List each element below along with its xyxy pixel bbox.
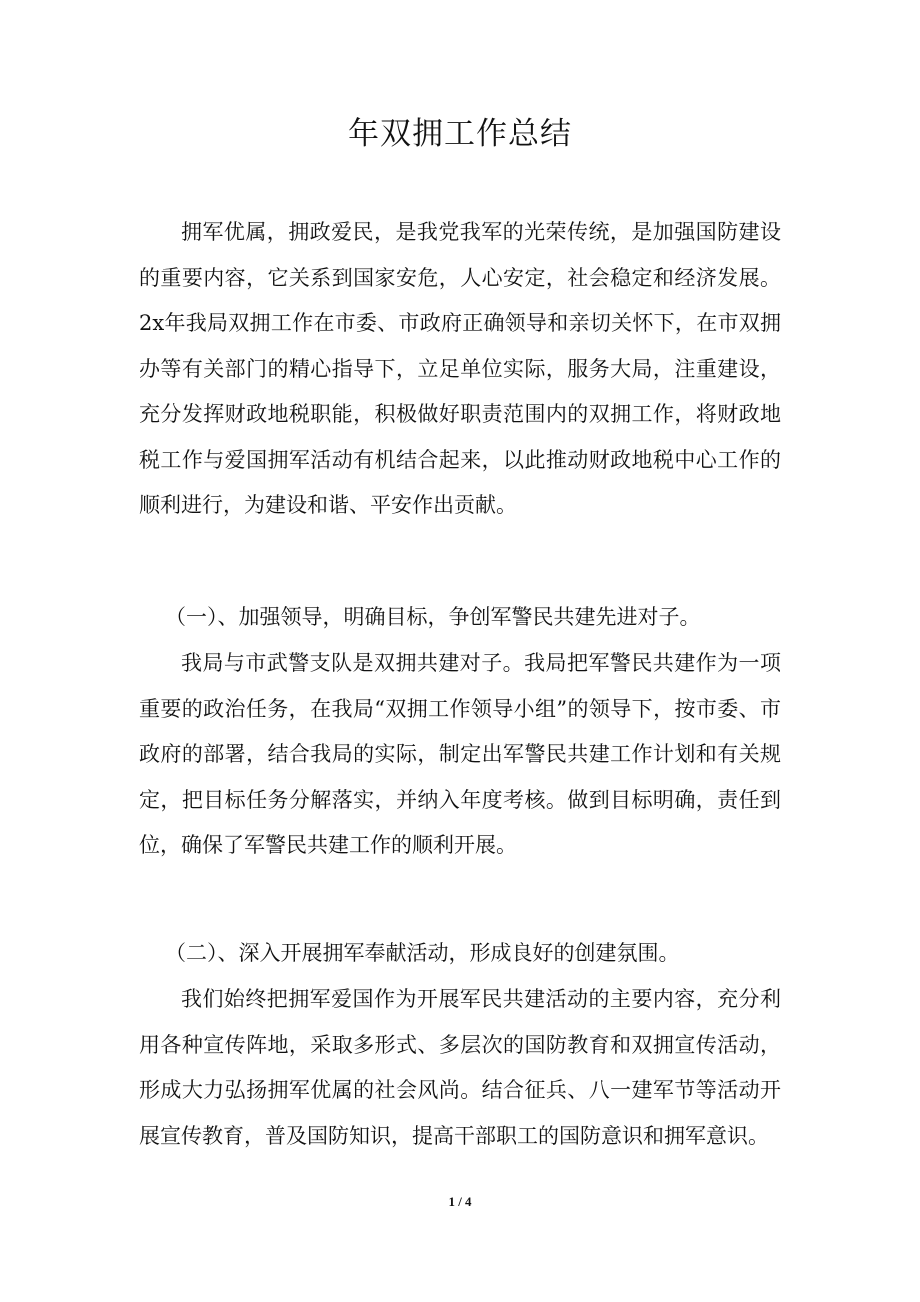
document-title: 年双拥工作总结 xyxy=(348,116,572,152)
page-number: 1 / 4 xyxy=(448,1194,472,1209)
intro-paragraph: 拥军优属，拥政爱民，是我党我军的光荣传统，是加强国防建设的重要内容，它关系到国家安危，人心安定，社会稳定和经济发展。2x年我局双拥工作在市委、市政府正确领导和亲切关怀下，在市双拥办等有关部门的精心指导下，立足单位实际，服务大局，注重建设，充分发挥财政地税职能，积极做好职责范围内的双拥工作，将财政地税工作与爱国拥军活动有机结合起来，以此推动财政地税中心工作的顺利进行，为建设和谐、平安作出贡献。 xyxy=(139,220,781,517)
section-heading-2: （二）、深入开展拥军奉献活动，形成良好的创建氛围。 xyxy=(165,941,680,965)
section-body-1: 我局与市武警支队是双拥共建对子。我局把军警民共建作为一项重要的政治任务，在我局“双拥工作领导小组”的领导下，按市委、市政府的部署，结合我局的实际，制定出军警民共建工作计划和有关规定，把目标任务分解落实，并纳入年度考核。做到目标明确，责任到位，确保了军警民共建工作的顺利开展。 xyxy=(139,651,781,857)
section-body-2: 我们始终把拥军爱国作为开展军民共建活动的主要内容，充分利用各种宣传阵地，采取多形式、多层次的国防教育和双拥宣传活动，形成大力弘扬拥军优属的社会风尚。结合征兵、八一建军节等活动开展宣传教育，普及国防知识，提高干部职工的国防意识和拥军意识。 xyxy=(139,987,781,1148)
section-heading-1: （一）、加强领导，明确目标，争创军警民共建先进对子。 xyxy=(165,605,701,629)
